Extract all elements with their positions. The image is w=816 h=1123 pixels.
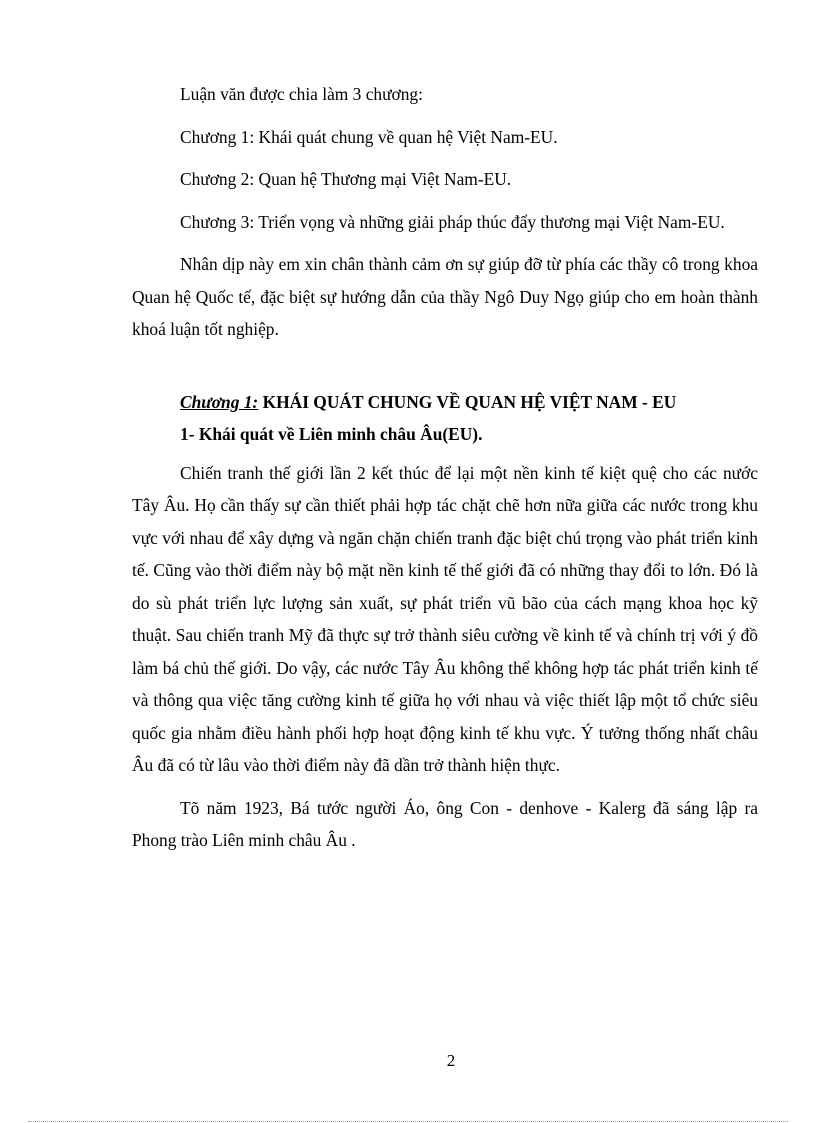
acknowledgement-paragraph: Nhân dịp này em xin chân thành cảm ơn sự giúp đỡ từ phía các thầy cô trong khoa Quan hệ Quốc tế, đặc biệt sự hướng dẫn của thầy Ngô Duy Ngọ giúp cho em hoàn thành khoá luận tốt nghiệp. — [132, 254, 758, 339]
chapter-outline-1: Chương 1: Khái quát chung về quan hệ Việt Nam-EU. — [180, 126, 558, 147]
chapter-heading — [180, 386, 758, 419]
chapter-outline-2: Chương 2: Quan hệ Thương mại Việt Nam-EU. — [180, 169, 512, 189]
page-number: 2 — [446, 1051, 456, 1070]
section-heading: 1- Khái quát về Liên minh châu Âu(EU). — [180, 424, 483, 444]
page-bottom-divider — [28, 1121, 788, 1122]
intro-paragraph: Luận văn được chia làm 3 chương: — [180, 84, 423, 104]
chapter-title: KHÁI QUÁT CHUNG VỀ QUAN HỆ VIỆT NAM - EU — [258, 391, 677, 412]
body-paragraph: Chiến tranh thế giới lần 2 kết thúc để lại một nền kinh tế kiệt quệ cho các nước Tây Âu. Họ cần thấy sự cần thiết phải hợp tác chặt chẽ hơn nữa giữa các nước trong khu vực với nhau để xây dựng và ngăn chặn chiến tranh đặc biệt chú trọng vào phát triển kinh tế. Cũng vào thời điểm này bộ mặt nền kinh tế thế giới đã có những thay đổi to lớn. Đó là do sù phát triển lực lượng sản xuất, sự phát triển vũ bão của cách mạng khoa học kỹ thuật. Sau chiến tranh Mỹ đã thực sự trở thành siêu cường về kinh tế và chính trị với ý đồ làm bá chủ thế giới. Do vậy, các nước Tây Âu không thể không hợp tác phát triển kinh tế và thông qua việc tăng cường kinh tế giữa họ với nhau và việc thiết lập một tổ chức siêu quốc gia nhằm điều hành phối hợp hoạt động kinh tế khu vực. Ý tưởng thống nhất châu Âu đã có từ lâu vào thời điểm này đã dần trở thành hiện thực. — [132, 462, 758, 775]
chapter-outline-3: Chương 3: Triển vọng và những giải pháp thúc đẩy thương mại Việt Nam-EU. — [180, 211, 725, 232]
chapter-label: Chương 1: — [180, 391, 259, 412]
body-paragraph: Tõ năm 1923, Bá tước người Áo, ông Con - denhove - Kalerg đã sáng lập ra Phong trào Liên minh châu Âu . — [132, 797, 758, 850]
page-content — [132, 78, 758, 867]
